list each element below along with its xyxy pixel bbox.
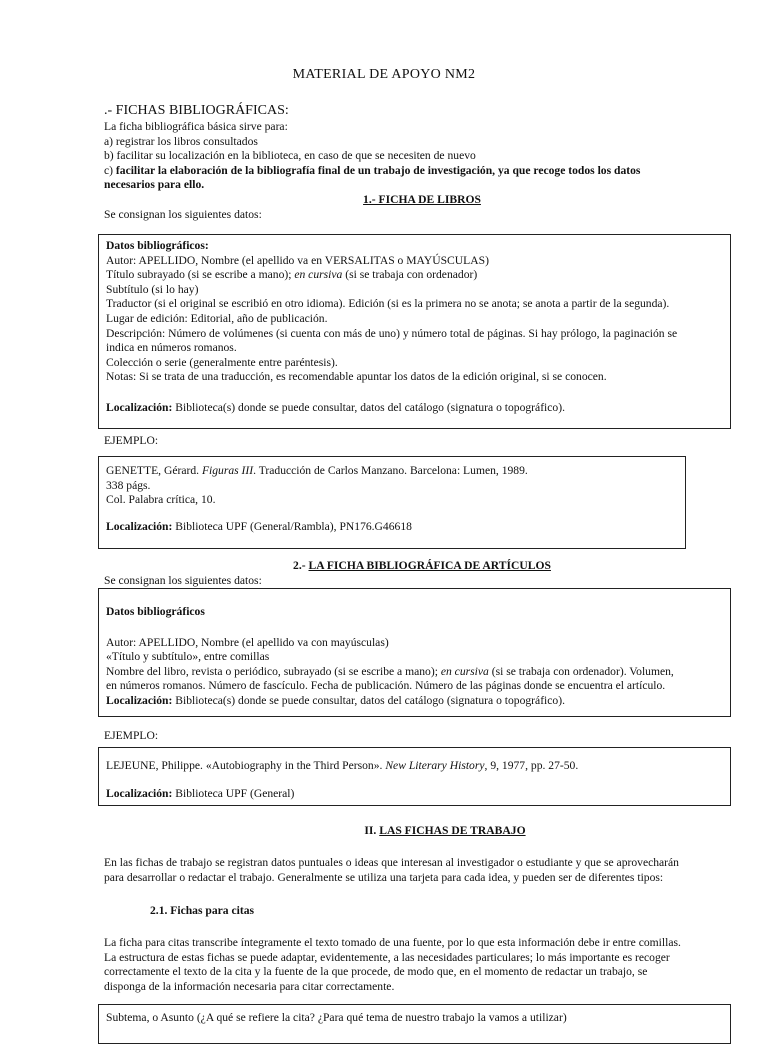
box-ejemplo-articulos: [98, 747, 731, 806]
ejemplo-label: EJEMPLO:: [104, 729, 159, 742]
subheading-fichas-citas: 2.1. Fichas para citas: [150, 904, 255, 917]
box-autor: Autor: APELLIDO, Nombre (el apellido va en VERSALITAS o MAYÚSCULAS): [106, 253, 489, 267]
list-item-c: c) facilitar la elaboración de la bibliografía final de un trabajo de investigación, ya que recoge todos los datos: [104, 163, 641, 177]
list-item-b: b) facilitar su localización en la biblioteca, en caso de que se necesiten de nuevo: [104, 149, 476, 163]
ejemplo-coleccion: Col. Palabra crítica, 10.: [106, 493, 216, 507]
section-heading-fichas-bibliograficas: .- FICHAS BIBLIOGRÁFICAS:: [104, 103, 289, 118]
box-titulo: Título subrayado (si se escribe a mano); en cursiva (si se trabaja con ordenador): [106, 268, 478, 282]
box-descripcion: Descripción: Número de volúmenes (si cuenta con más de uno) y número total de páginas. Si hay prólogo, la paginación se: [106, 326, 678, 340]
heading-ficha-articulos: 2.- LA FICHA BIBLIOGRÁFICA DE ARTÍCULOS: [293, 559, 551, 572]
citas-paragraph: La ficha para citas transcribe íntegramente el texto tomado de una fuente, por lo que esta información debe ir entre comillas. La estructura de estas fichas se puede adaptar, evidentemente, a las necesidades particulares; lo más importante es recoger correctamente el texto de la cita y la fuente de la que procede, de modo que, en el momento de redactar un trabajo, se disponga de la información necesaria para citar correctamente.: [104, 936, 681, 993]
articulos-consignan: Se consignan los siguientes datos:: [104, 574, 262, 587]
ejemplo-line: GENETTE, Gérard. Figuras III. Traducción de Carlos Manzano. Barcelona: Lumen, 1989.: [106, 464, 528, 477]
box-subtema-text: Subtema, o Asunto (¿A qué se refiere la cita? ¿Para qué tema de nuestro trabajo la vamos a utilizar): [106, 1011, 567, 1024]
section-intro: [104, 120, 640, 193]
box-coleccion: Colección o serie (generalmente entre paréntesis).: [106, 355, 338, 369]
heading-fichas-trabajo: II. LAS FICHAS DE TRABAJO: [364, 824, 526, 837]
box-nombre-cont: en números romanos. Número de fascículo. Fecha de publicación. Número de las páginas donde se encuentra el artículo.: [106, 679, 666, 693]
box-autor: Autor: APELLIDO, Nombre (el apellido va con mayúsculas): [106, 635, 389, 649]
box-titulo: «Título y subtítulo», entre comillas: [106, 650, 270, 664]
box-localizacion: Localización: Biblioteca(s) donde se puede consultar, datos del catálogo (signatura o topográfico).: [106, 693, 565, 707]
box-ejemplo-libros: [98, 456, 686, 549]
list-item-a: a) registrar los libros consultados: [104, 134, 258, 148]
box-notas: Notas: Si se trata de una traducción, es recomendable apuntar los datos de la edición original, si se conocen.: [106, 370, 607, 384]
page-title: MATERIAL DE APOYO NM2: [292, 67, 476, 82]
box-label: Datos bibliográficos:: [106, 239, 209, 252]
box-subtitulo: Subtítulo (si lo hay): [106, 282, 199, 296]
ejemplo-localizacion: Localización: Biblioteca UPF (General/Rambla), PN176.G46618: [106, 519, 412, 533]
libros-consignan: Se consignan los siguientes datos:: [104, 208, 262, 221]
list-item-c-cont: necesarios para ello.: [104, 178, 205, 192]
trabajo-paragraph: En las fichas de trabajo se registran datos puntuales o ideas que interesan al investigador o estudiante y que se aprovecharán para desarrollar o redactar el trabajo. Generalmente se utiliza una tarjeta para cada idea, y pueden ser de diferentes tipos:: [104, 856, 679, 884]
box-datos-articulos: [98, 588, 731, 717]
ejemplo-line: LEJEUNE, Philippe. «Autobiography in the Third Person». New Literary History, 9, 1977, pp. 27-50.: [106, 759, 579, 772]
box-descripcion-cont: indica en números romanos.: [106, 341, 237, 355]
box-datos-libros: [98, 234, 731, 429]
box-nombre: Nombre del libro, revista o periódico, subrayado (si se escribe a mano); en cursiva (si se trabaja con ordenador). Volumen,: [106, 664, 674, 678]
ejemplo-label: EJEMPLO:: [104, 434, 159, 447]
ejemplo-paginas: 338 págs.: [106, 478, 151, 492]
box-label: Datos bibliográficos: [106, 605, 205, 618]
box-traductor: Traductor (si el original se escribió en otro idioma). Edición (si es la primera no se anota; se anota a partir de la segunda).: [106, 297, 670, 311]
intro-text: La ficha bibliográfica básica sirve para:: [104, 120, 288, 133]
box-subtema: [98, 1004, 731, 1044]
ejemplo-localizacion: Localización: Biblioteca UPF (General): [106, 786, 295, 800]
heading-ficha-libros: 1.- FICHA DE LIBROS: [363, 193, 481, 206]
box-lugar: Lugar de edición: Editorial, año de publicación.: [106, 311, 328, 325]
box-localizacion: Localización: Biblioteca(s) donde se puede consultar, datos del catálogo (signatura o topográfico).: [106, 400, 565, 414]
